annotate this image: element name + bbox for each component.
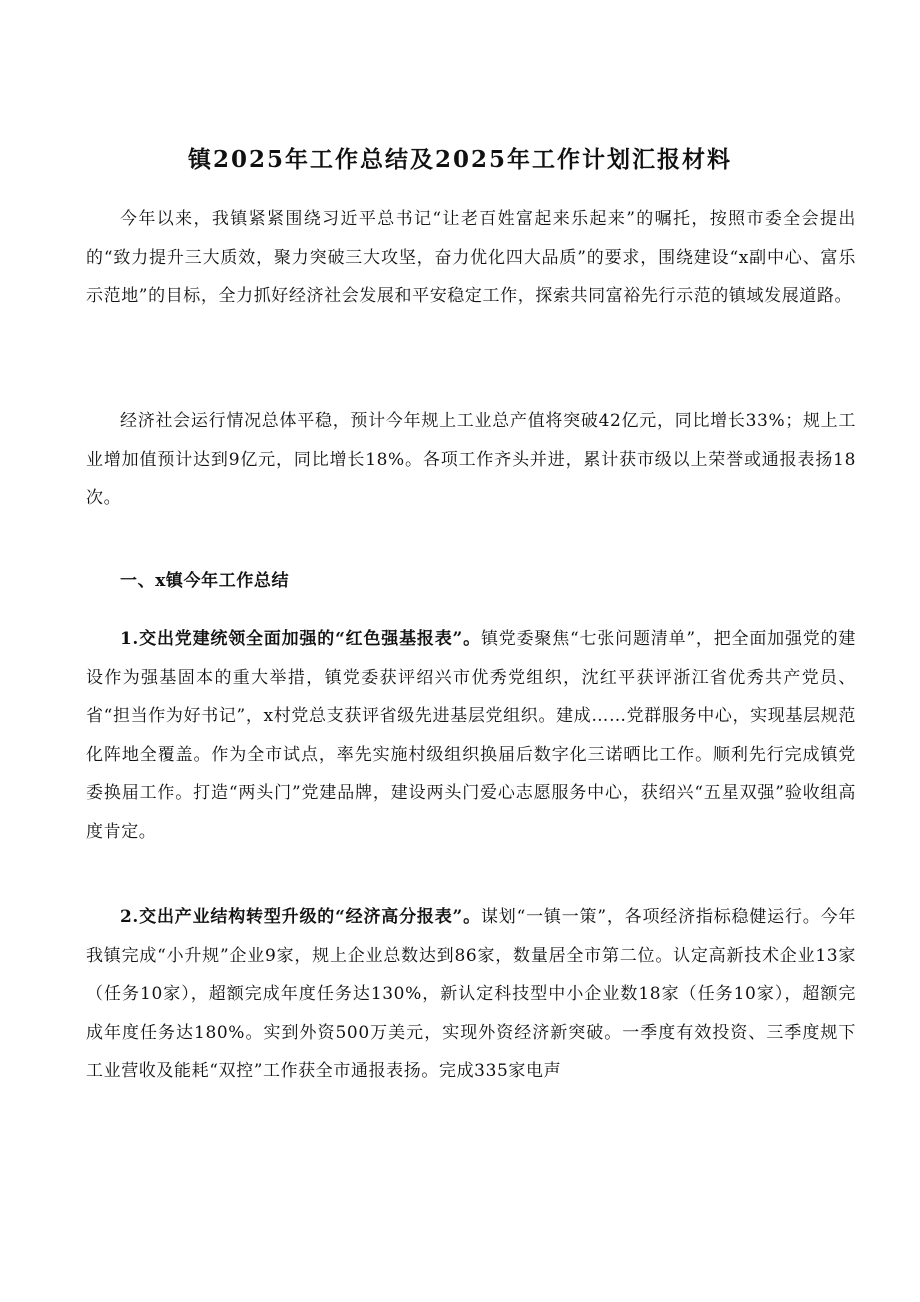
section-heading: 一、x镇今年工作总结 bbox=[120, 571, 290, 591]
intro-paragraph: 今年以来，我镇紧紧围绕习近平总书记“让老百姓富起来乐起来”的嘱托，按照市委全会提出的“致力提升三大质效，聚力突破三大攻坚，奋力优化四大品质”的要求，围绕建设“x副中心、富乐示范地”的目标，全力抓好经济社会发展和平安稳定工作，探索共同富裕先行示范的镇域发展道路。 bbox=[86, 209, 856, 306]
economy-overview-paragraph: 经济社会运行情况总体平稳，预计今年规上工业总产值将突破42亿元，同比增长33%；规上工业增加值预计达到9亿元，同比增长18%。各项工作齐头并进，累计获市级以上荣誉或通报表扬18次。 bbox=[86, 411, 856, 508]
work-item-body: 谋划“一镇一策”，各项经济指标稳健运行。今年我镇完成“小升规”企业9家，规上企业总数达到86家，数量居全市第二位。认定高新技术企业13家（任务10家），超额完成年度任务达130%，新认定科技型中小企业数18家（任务10家），超额完成年度任务达180%。实到外资500万美元，实现外资经济新突破。一季度有效投资、三季度规下工业营收及能耗“双控”工作获全市通报表扬。完成335家电声 bbox=[86, 907, 856, 1081]
work-item-economy bbox=[86, 898, 856, 1091]
document-title: 镇2025年工作总结及2025年工作计划汇报材料 bbox=[187, 146, 733, 173]
work-item-lead: 1.交出党建统领全面加强的“红色强基报表”。 bbox=[120, 629, 481, 649]
work-item-lead: 2.交出产业结构转型升级的“经济高分报表”。 bbox=[120, 907, 481, 927]
work-item-party-building bbox=[86, 620, 856, 851]
work-item-body: 镇党委聚焦“七张问题清单”，把全面加强党的建设作为强基固本的重大举措，镇党委获评绍兴市优秀党组织，沈红平获评浙江省优秀共产党员、省“担当作为好书记”，x村党总支获评省级先进基层党组织。建成……党群服务中心，实现基层规范化阵地全覆盖。作为全市试点，率先实施村级组织换届后数字化三诺晒比工作。顺利先行完成镇党委换届工作。打造“两头门”党建品牌，建设两头门爱心志愿服务中心，获绍兴“五星双强”验收组高度肯定。 bbox=[86, 629, 856, 842]
